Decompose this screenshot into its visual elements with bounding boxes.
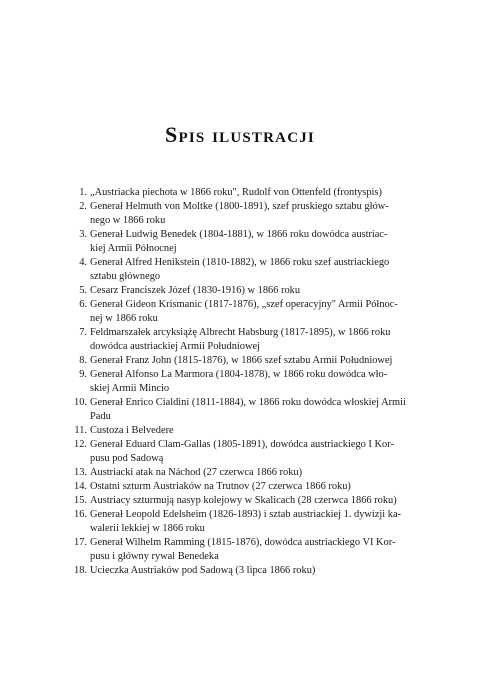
- item-text-line: Generał Alfonso La Marmora (1804-1878), w 1866 roku dowódca wło-: [90, 369, 388, 380]
- list-item: [68, 396, 413, 424]
- page-title: Spis ilustracji: [165, 122, 315, 147]
- item-text: [90, 354, 413, 368]
- item-number: 5.: [79, 285, 87, 296]
- item-number: 8.: [79, 355, 87, 366]
- list-item: [68, 564, 413, 578]
- item-number: 14.: [74, 481, 87, 492]
- item-text-line: Ucieczka Austriaków pod Sadową (3 lipca 1866 roku): [90, 565, 316, 576]
- item-text-line: walerii lekkiej w 1866 roku: [90, 523, 205, 534]
- item-text: [90, 424, 413, 438]
- item-number: 13.: [74, 467, 87, 478]
- item-text-line: skiej Armii Mincio: [90, 383, 170, 394]
- item-text-line: nego w 1866 roku: [90, 215, 166, 226]
- item-text-line: Austriacy szturmują nasyp kolejowy w Skalicach (28 czerwca 1866 roku): [90, 495, 397, 506]
- list-item: [68, 200, 413, 228]
- item-text: [90, 438, 413, 466]
- item-text-line: Feldmarszałek arcyksiążę Albrecht Habsburg (1817-1895), w 1866 roku: [90, 327, 391, 338]
- item-text-line: dowódca austriackiej Armii Południowej: [90, 341, 260, 352]
- list-item: [68, 298, 413, 326]
- list-item: [68, 256, 413, 284]
- list-item: [68, 326, 413, 354]
- item-text-line: sztabu głównego: [90, 271, 161, 282]
- item-text-line: Austriacki atak na Náchod (27 czerwca 1866 roku): [90, 467, 303, 478]
- item-text: [90, 396, 413, 424]
- item-text-line: Ostatni szturm Austriaków na Trutnov (27 czerwca 1866 roku): [90, 481, 351, 492]
- item-text-line: „Austriacka piechota w 1866 roku", Rudolf von Ottenfeld (frontyspis): [90, 187, 382, 198]
- item-text: [90, 298, 413, 326]
- list-item: [68, 536, 413, 564]
- list-item: [68, 466, 413, 480]
- item-text-line: nej w 1866 roku: [90, 313, 158, 324]
- item-number: 7.: [79, 327, 87, 338]
- item-text: [90, 508, 413, 536]
- list-item: [68, 494, 413, 508]
- item-text: [90, 200, 413, 228]
- item-text: [90, 466, 413, 480]
- item-text-line: Generał Gideon Krismanic (1817-1876), „szef operacyjny" Armii Północ-: [90, 299, 398, 310]
- item-text: [90, 326, 413, 354]
- item-number: 9.: [79, 369, 87, 380]
- list-item: [68, 508, 413, 536]
- item-text-line: Padu: [90, 411, 111, 422]
- item-number: 10.: [74, 397, 87, 408]
- item-number: 18.: [74, 565, 87, 576]
- item-text: [90, 494, 413, 508]
- list-item: [68, 368, 413, 396]
- item-text: [90, 186, 413, 200]
- item-number: 11.: [74, 425, 87, 436]
- item-text-line: Generał Franz John (1815-1876), w 1866 szef sztabu Armii Południowej: [90, 355, 393, 366]
- item-text-line: Generał Leopold Edelsheim (1826-1893) i sztab austriackiej 1. dywizji ka-: [90, 509, 402, 520]
- list-item: [68, 284, 413, 298]
- item-text-line: Generał Eduard Clam-Gallas (1805-1891), dowódca austriackiego I Kor-: [90, 439, 394, 450]
- item-text: [90, 480, 413, 494]
- list-item: [68, 354, 413, 368]
- item-text: [90, 228, 413, 256]
- item-text-line: kiej Armii Północnej: [90, 243, 177, 254]
- item-number: 17.: [74, 537, 87, 548]
- list-item: [68, 186, 413, 200]
- item-text-line: Generał Alfred Henikstein (1810-1882), w 1866 roku szef austriackiego: [90, 257, 390, 268]
- item-number: 2.: [79, 201, 87, 212]
- item-text-line: Generał Enrico Cialdini (1811-1884), w 1866 roku dowódca włoskiej Armii: [90, 397, 406, 408]
- item-text: [90, 368, 413, 396]
- item-text-line: Generał Helmuth von Moltke (1800-1891), szef pruskiego sztabu głów-: [90, 201, 389, 212]
- item-number: 3.: [79, 229, 87, 240]
- item-text: [90, 256, 413, 284]
- item-text-line: pusu pod Sadową: [90, 453, 164, 464]
- item-text-line: Generał Wilhelm Ramming (1815-1876), dowódca austriackiego VI Kor-: [90, 537, 396, 548]
- list-item: [68, 424, 413, 438]
- item-number: 6.: [79, 299, 87, 310]
- item-number: 15.: [74, 495, 87, 506]
- item-text-line: Cesarz Franciszek Józef (1830-1916) w 1866 roku: [90, 285, 301, 296]
- item-text: [90, 284, 413, 298]
- item-number: 12.: [74, 439, 87, 450]
- item-number: 4.: [79, 257, 87, 268]
- item-text: [90, 536, 413, 564]
- list-item: [68, 438, 413, 466]
- item-text-line: Generał Ludwig Benedek (1804-1881), w 1866 roku dowódca austriac-: [90, 229, 388, 240]
- item-text: [90, 564, 413, 578]
- item-text-line: Custoza i Belvedere: [90, 425, 174, 436]
- item-number: 1.: [79, 187, 87, 198]
- item-number: 16.: [74, 509, 87, 520]
- item-text-line: pusu i główny rywal Benedeka: [90, 551, 219, 562]
- list-item: [68, 480, 413, 494]
- list-item: [68, 228, 413, 256]
- illustrations-list: [68, 186, 413, 578]
